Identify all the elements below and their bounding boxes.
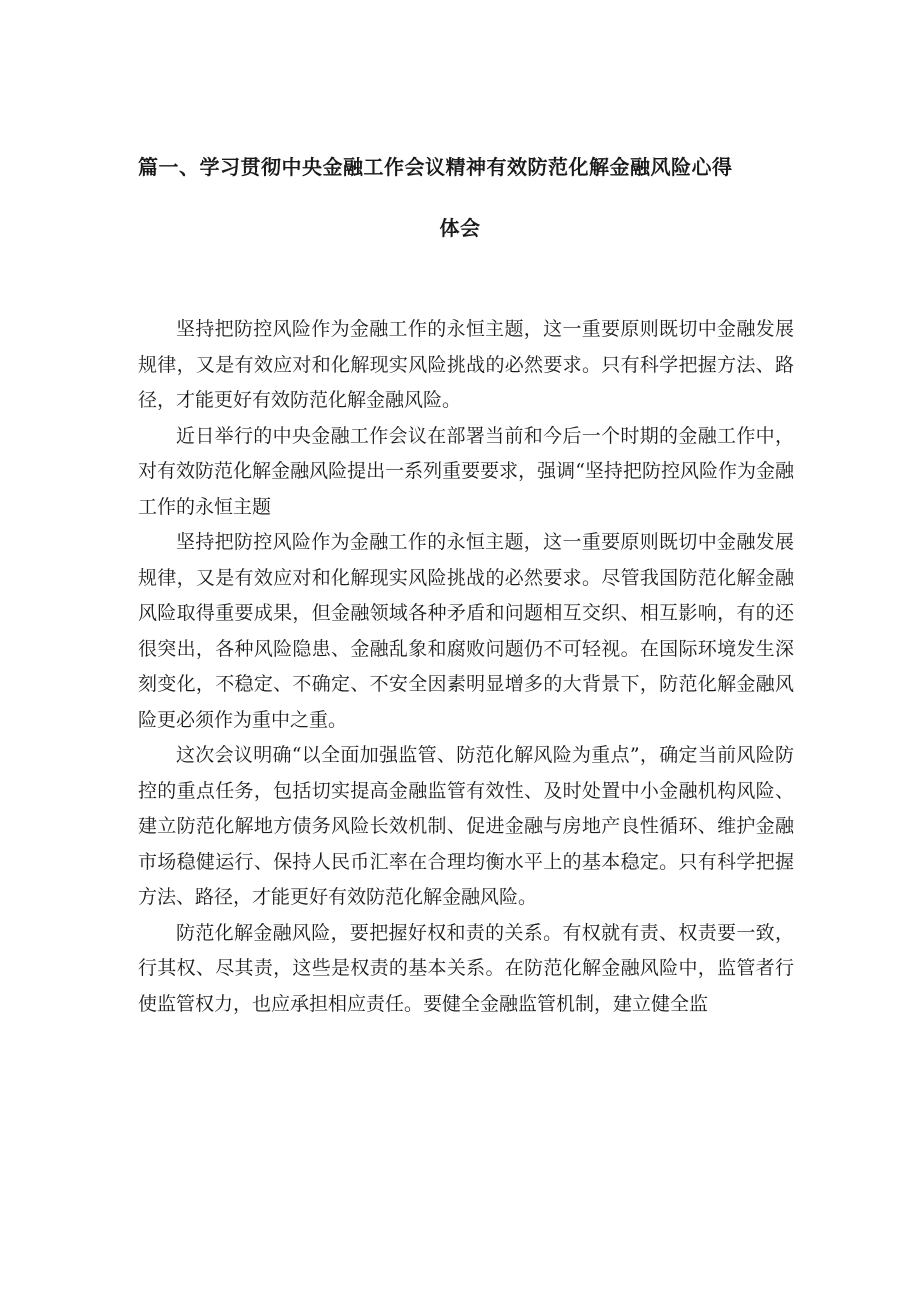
paragraph-2: 近日举行的中央金融工作会议在部署当前和今后一个时期的金融工作中，对有效防范化解金融风险提出一系列重要要求，强调“坚持把防控风险作为金融工作的永恒主题 <box>138 424 794 518</box>
document-title-line1: 篇一、学习贯彻中央金融工作会议精神有效防范化解金融风险心得 <box>138 155 733 179</box>
document-body <box>138 312 794 1022</box>
paragraph-1: 坚持把防控风险作为金融工作的永恒主题，这一重要原则既切中金融发展规律，又是有效应对和化解现实风险挑战的必然要求。只有科学把握方法、路径，才能更好有效防范化解金融风险。 <box>138 318 794 411</box>
paragraph-5: 防范化解金融风险，要把握好权和责的关系。有权就有责、权责要一致，行其权、尽其责，这些是权责的基本关系。在防范化解金融风险中，监管者行使监管权力，也应承担相应责任。要健全金融监管机制，建立健全监 <box>138 921 794 1015</box>
document-title-line2: 体会 <box>439 216 481 240</box>
paragraph-4: 这次会议明确“以全面加强监管、防范化解风险为重点”，确定当前风险防控的重点任务，包括切实提高金融监管有效性、及时处置中小金融机构风险、建立防范化解地方债务风险长效机制、促进金融与房地产良性循环、维护金融市场稳健运行、保持人民币汇率在合理均衡水平上的基本稳定。只有科学把握方法、路径，才能更好有效防范化解金融风险。 <box>138 744 794 908</box>
paragraph-3: 坚持把防控风险作为金融工作的永恒主题，这一重要原则既切中金融发展规律，又是有效应对和化解现实风险挑战的必然要求。尽管我国防范化解金融风险取得重要成果，但金融领域各种矛盾和问题相互交织、相互影响，有的还很突出，各种风险隐患、金融乱象和腐败问题仍不可轻视。在国际环境发生深刻变化，不稳定、不确定、不安全因素明显增多的大背景下，防范化解金融风险更必须作为重中之重。 <box>138 531 794 731</box>
